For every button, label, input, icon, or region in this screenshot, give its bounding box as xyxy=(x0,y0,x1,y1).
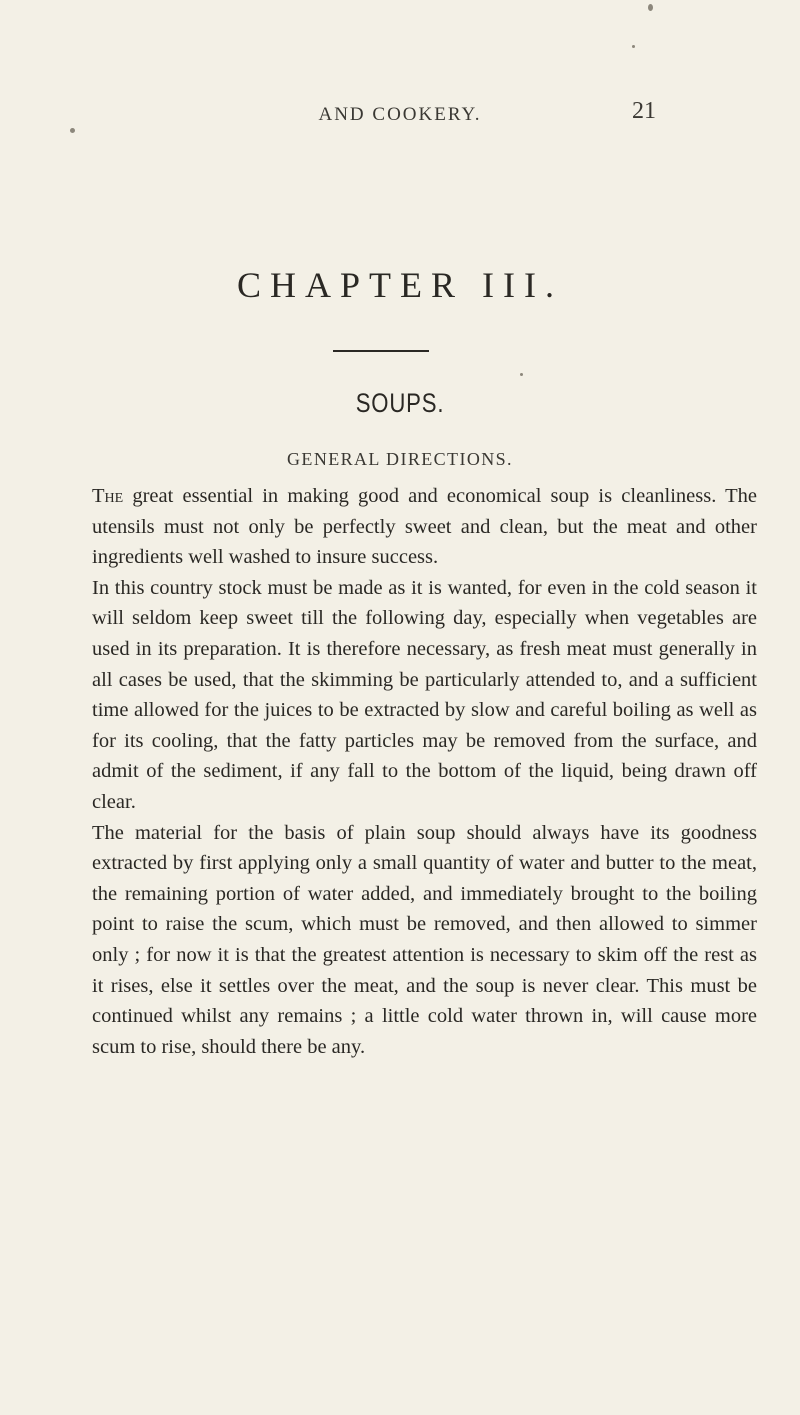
section-title: SOUPS. xyxy=(355,388,445,418)
paragraph-2: In this country stock must be made as it is wanted, for even in the cold season it will seldom keep sweet till the following day, especially when vegetables are used in its preparation. It is therefore necessary, as fresh meat must generally in all cases be used, that the skimming be particularly attended to, and a sufficient time allowed for the juices to be extracted by slow and careful boiling as well as for its cooling, that the fatty particles may be removed from the surface, and admit of the sediment, if any fall to the bottom of the liquid, being drawn off clear. xyxy=(92,576,757,813)
body-text xyxy=(92,481,757,1062)
print-speck xyxy=(632,45,635,48)
paragraph-1-lead: The xyxy=(92,485,124,507)
paragraph-1-text: great essential in making good and economical soup is cleanliness. The utensils must not only be perfectly sweet and clean, but the meat and other ingredients well washed to insure success. xyxy=(92,485,757,569)
chapter-title: CHAPTER III. xyxy=(237,265,563,305)
running-head: AND COOKERY. xyxy=(318,104,482,125)
print-speck xyxy=(520,373,523,376)
print-speck xyxy=(648,4,653,11)
page-number: 21 xyxy=(632,98,656,124)
chapter-divider-rule xyxy=(333,350,429,352)
subsection-title: GENERAL DIRECTIONS. xyxy=(287,449,513,469)
paragraph-3: The material for the basis of plain soup should always have its goodness extracted by first applying only a small quantity of water and butter to the meat, the remaining portion of water added, and immediately brought to the boiling point to raise the scum, which must be removed, and then allowed to simmer only ; for now it is that the greatest attention is necessary to skim off the rest as it rises, else it settles over the meat, and the soup is never clear. This must be continued whilst any remains ; a little cold water thrown in, will cause more scum to rise, should there be any. xyxy=(92,821,757,1058)
print-speck xyxy=(70,128,75,133)
paragraph-1 xyxy=(92,481,757,573)
